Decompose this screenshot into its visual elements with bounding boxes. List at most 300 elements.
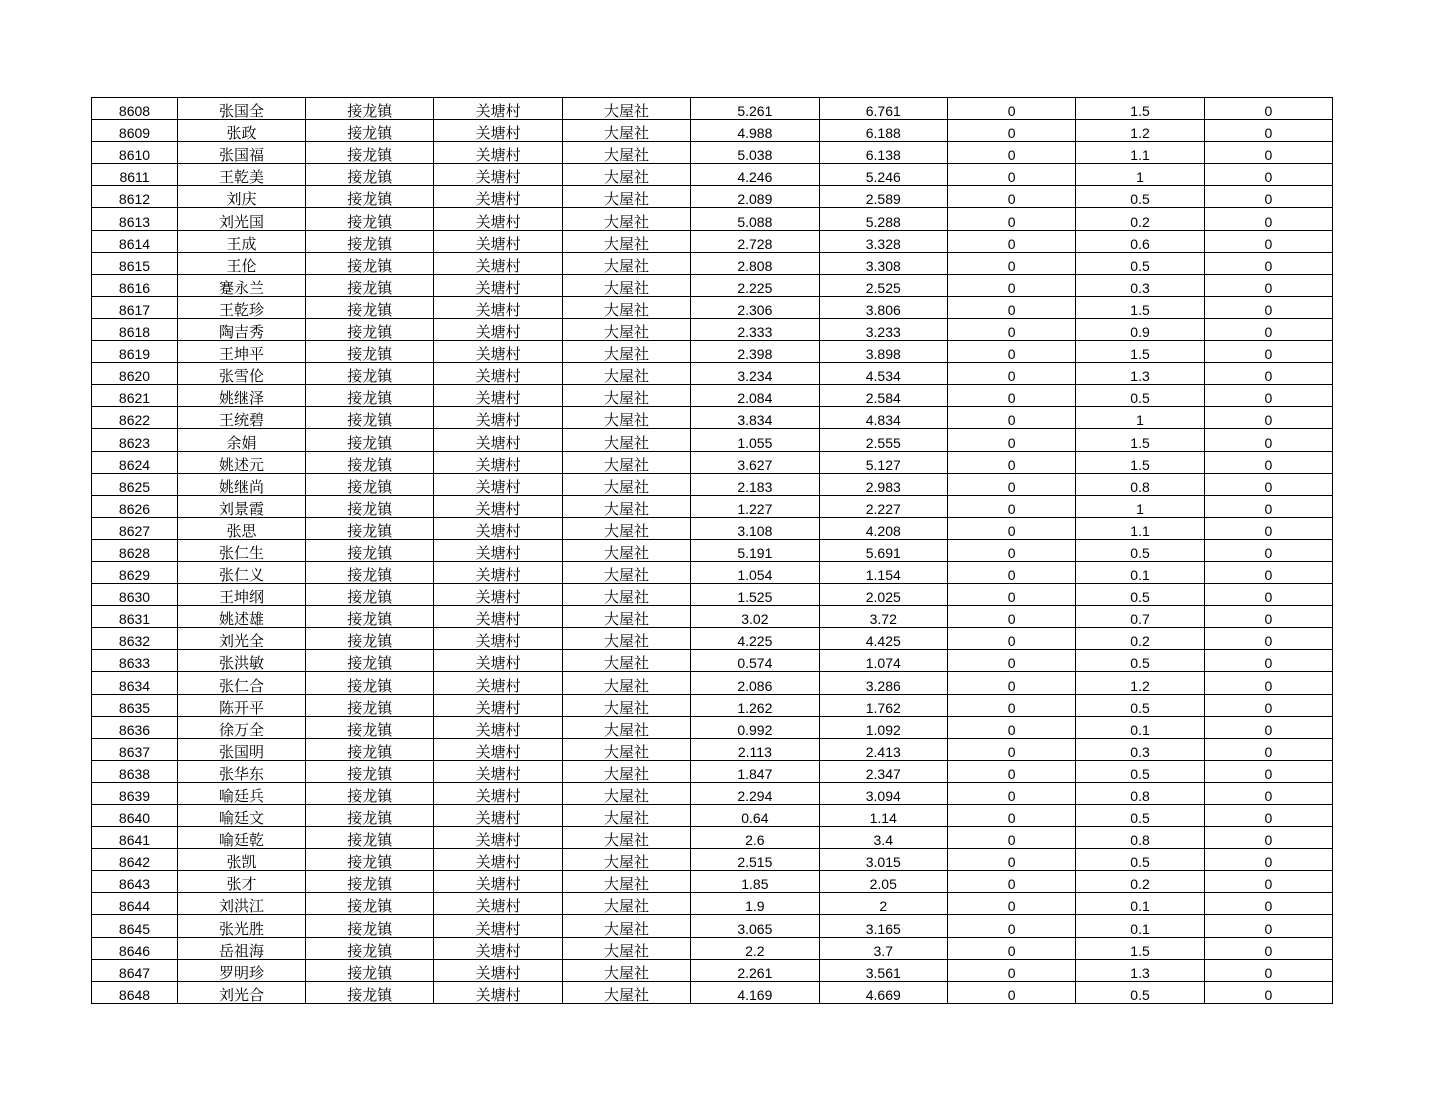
table-row xyxy=(92,473,1333,495)
cell-value-5: 0 xyxy=(1204,186,1332,208)
cell-value-5: 0 xyxy=(1204,760,1332,782)
cell-name: 陈开平 xyxy=(178,694,306,716)
cell-town: 接龙镇 xyxy=(306,341,434,363)
cell-name: 刘景霞 xyxy=(178,495,306,517)
cell-town: 接龙镇 xyxy=(306,539,434,561)
cell-value-3: 0 xyxy=(947,827,1075,849)
cell-value-1: 5.038 xyxy=(691,142,819,164)
cell-town: 接龙镇 xyxy=(306,164,434,186)
cell-value-2: 3.561 xyxy=(819,959,947,981)
cell-group: 大屋社 xyxy=(562,517,690,539)
cell-value-2: 3.165 xyxy=(819,915,947,937)
table-row xyxy=(92,385,1333,407)
cell-town: 接龙镇 xyxy=(306,186,434,208)
cell-town: 接龙镇 xyxy=(306,716,434,738)
cell-town: 接龙镇 xyxy=(306,495,434,517)
cell-id: 8632 xyxy=(92,628,178,650)
cell-value-5: 0 xyxy=(1204,694,1332,716)
cell-value-2: 3.286 xyxy=(819,672,947,694)
cell-value-3: 0 xyxy=(947,915,1075,937)
table-row xyxy=(92,760,1333,782)
cell-value-1: 1.85 xyxy=(691,871,819,893)
cell-value-2: 2.589 xyxy=(819,186,947,208)
cell-village: 关塘村 xyxy=(434,561,562,583)
cell-name: 刘庆 xyxy=(178,186,306,208)
cell-value-1: 2.333 xyxy=(691,318,819,340)
cell-value-5: 0 xyxy=(1204,805,1332,827)
cell-value-4: 1.1 xyxy=(1076,517,1204,539)
cell-village: 关塘村 xyxy=(434,385,562,407)
cell-group: 大屋社 xyxy=(562,495,690,517)
cell-group: 大屋社 xyxy=(562,186,690,208)
cell-town: 接龙镇 xyxy=(306,805,434,827)
cell-value-4: 0.5 xyxy=(1076,981,1204,1003)
table-row xyxy=(92,694,1333,716)
cell-value-4: 0.8 xyxy=(1076,782,1204,804)
cell-name: 王统碧 xyxy=(178,407,306,429)
cell-value-1: 2.113 xyxy=(691,738,819,760)
cell-value-4: 0.5 xyxy=(1076,849,1204,871)
cell-town: 接龙镇 xyxy=(306,584,434,606)
cell-value-2: 2.584 xyxy=(819,385,947,407)
cell-town: 接龙镇 xyxy=(306,208,434,230)
cell-value-3: 0 xyxy=(947,716,1075,738)
cell-value-2: 5.127 xyxy=(819,451,947,473)
cell-value-3: 0 xyxy=(947,628,1075,650)
cell-village: 关塘村 xyxy=(434,871,562,893)
cell-value-3: 0 xyxy=(947,296,1075,318)
cell-village: 关塘村 xyxy=(434,164,562,186)
cell-name: 姚述元 xyxy=(178,451,306,473)
cell-id: 8613 xyxy=(92,208,178,230)
cell-value-5: 0 xyxy=(1204,584,1332,606)
cell-town: 接龙镇 xyxy=(306,517,434,539)
cell-value-3: 0 xyxy=(947,473,1075,495)
cell-value-2: 1.074 xyxy=(819,650,947,672)
table-row xyxy=(92,672,1333,694)
cell-value-4: 0.5 xyxy=(1076,650,1204,672)
cell-town: 接龙镇 xyxy=(306,473,434,495)
cell-village: 关塘村 xyxy=(434,252,562,274)
cell-id: 8614 xyxy=(92,230,178,252)
cell-value-3: 0 xyxy=(947,959,1075,981)
cell-value-1: 2.086 xyxy=(691,672,819,694)
table-row xyxy=(92,849,1333,871)
cell-id: 8631 xyxy=(92,606,178,628)
cell-group: 大屋社 xyxy=(562,849,690,871)
cell-value-2: 6.188 xyxy=(819,120,947,142)
cell-name: 张仁合 xyxy=(178,672,306,694)
table-row xyxy=(92,782,1333,804)
cell-town: 接龙镇 xyxy=(306,407,434,429)
cell-value-1: 3.834 xyxy=(691,407,819,429)
cell-value-1: 5.261 xyxy=(691,98,819,120)
table-row xyxy=(92,738,1333,760)
cell-value-1: 2.808 xyxy=(691,252,819,274)
table-row xyxy=(92,893,1333,915)
cell-town: 接龙镇 xyxy=(306,561,434,583)
table-row xyxy=(92,208,1333,230)
cell-value-1: 2.089 xyxy=(691,186,819,208)
cell-village: 关塘村 xyxy=(434,318,562,340)
table-row xyxy=(92,296,1333,318)
cell-value-5: 0 xyxy=(1204,915,1332,937)
cell-village: 关塘村 xyxy=(434,760,562,782)
cell-name: 张思 xyxy=(178,517,306,539)
cell-value-3: 0 xyxy=(947,230,1075,252)
cell-value-2: 4.834 xyxy=(819,407,947,429)
cell-id: 8646 xyxy=(92,937,178,959)
cell-id: 8647 xyxy=(92,959,178,981)
table-row xyxy=(92,142,1333,164)
cell-name: 刘光全 xyxy=(178,628,306,650)
cell-value-1: 2.225 xyxy=(691,274,819,296)
cell-id: 8634 xyxy=(92,672,178,694)
cell-town: 接龙镇 xyxy=(306,252,434,274)
cell-value-5: 0 xyxy=(1204,318,1332,340)
cell-town: 接龙镇 xyxy=(306,694,434,716)
cell-town: 接龙镇 xyxy=(306,120,434,142)
cell-name: 刘光国 xyxy=(178,208,306,230)
cell-value-4: 0.5 xyxy=(1076,539,1204,561)
cell-id: 8616 xyxy=(92,274,178,296)
cell-value-3: 0 xyxy=(947,849,1075,871)
cell-village: 关塘村 xyxy=(434,827,562,849)
cell-group: 大屋社 xyxy=(562,827,690,849)
cell-value-5: 0 xyxy=(1204,296,1332,318)
cell-value-1: 2.294 xyxy=(691,782,819,804)
cell-group: 大屋社 xyxy=(562,341,690,363)
cell-value-5: 0 xyxy=(1204,959,1332,981)
cell-town: 接龙镇 xyxy=(306,738,434,760)
cell-value-4: 1.5 xyxy=(1076,451,1204,473)
cell-town: 接龙镇 xyxy=(306,981,434,1003)
cell-town: 接龙镇 xyxy=(306,230,434,252)
cell-value-1: 0.64 xyxy=(691,805,819,827)
cell-id: 8619 xyxy=(92,341,178,363)
cell-value-4: 1.5 xyxy=(1076,341,1204,363)
cell-value-4: 0.1 xyxy=(1076,893,1204,915)
cell-group: 大屋社 xyxy=(562,561,690,583)
cell-village: 关塘村 xyxy=(434,208,562,230)
cell-value-1: 3.02 xyxy=(691,606,819,628)
cell-value-3: 0 xyxy=(947,805,1075,827)
cell-value-4: 0.3 xyxy=(1076,738,1204,760)
cell-name: 姚继泽 xyxy=(178,385,306,407)
cell-value-1: 2.398 xyxy=(691,341,819,363)
cell-value-1: 5.191 xyxy=(691,539,819,561)
cell-value-1: 4.169 xyxy=(691,981,819,1003)
cell-village: 关塘村 xyxy=(434,120,562,142)
cell-value-4: 0.9 xyxy=(1076,318,1204,340)
cell-id: 8610 xyxy=(92,142,178,164)
cell-group: 大屋社 xyxy=(562,782,690,804)
cell-value-4: 1.3 xyxy=(1076,959,1204,981)
cell-id: 8636 xyxy=(92,716,178,738)
cell-value-5: 0 xyxy=(1204,208,1332,230)
cell-value-5: 0 xyxy=(1204,385,1332,407)
cell-value-2: 2 xyxy=(819,893,947,915)
cell-value-5: 0 xyxy=(1204,230,1332,252)
cell-value-5: 0 xyxy=(1204,363,1332,385)
cell-group: 大屋社 xyxy=(562,628,690,650)
cell-value-2: 1.762 xyxy=(819,694,947,716)
cell-value-2: 3.72 xyxy=(819,606,947,628)
cell-id: 8648 xyxy=(92,981,178,1003)
cell-value-2: 3.328 xyxy=(819,230,947,252)
cell-value-2: 2.525 xyxy=(819,274,947,296)
table-row xyxy=(92,561,1333,583)
table-row xyxy=(92,517,1333,539)
cell-value-5: 0 xyxy=(1204,98,1332,120)
cell-town: 接龙镇 xyxy=(306,959,434,981)
cell-id: 8609 xyxy=(92,120,178,142)
cell-value-2: 3.7 xyxy=(819,937,947,959)
cell-id: 8628 xyxy=(92,539,178,561)
cell-group: 大屋社 xyxy=(562,208,690,230)
cell-name: 张仁义 xyxy=(178,561,306,583)
table-row xyxy=(92,451,1333,473)
cell-group: 大屋社 xyxy=(562,120,690,142)
cell-value-3: 0 xyxy=(947,186,1075,208)
cell-id: 8638 xyxy=(92,760,178,782)
table-row xyxy=(92,407,1333,429)
cell-id: 8643 xyxy=(92,871,178,893)
cell-value-2: 2.347 xyxy=(819,760,947,782)
cell-value-2: 1.092 xyxy=(819,716,947,738)
cell-value-4: 1.5 xyxy=(1076,937,1204,959)
cell-id: 8617 xyxy=(92,296,178,318)
cell-value-5: 0 xyxy=(1204,782,1332,804)
cell-value-3: 0 xyxy=(947,252,1075,274)
cell-value-2: 3.015 xyxy=(819,849,947,871)
cell-value-4: 0.8 xyxy=(1076,827,1204,849)
cell-value-4: 1.2 xyxy=(1076,120,1204,142)
cell-village: 关塘村 xyxy=(434,407,562,429)
cell-value-5: 0 xyxy=(1204,539,1332,561)
cell-value-4: 0.2 xyxy=(1076,208,1204,230)
table-row xyxy=(92,628,1333,650)
cell-village: 关塘村 xyxy=(434,937,562,959)
cell-name: 徐万全 xyxy=(178,716,306,738)
cell-group: 大屋社 xyxy=(562,98,690,120)
cell-value-4: 0.1 xyxy=(1076,716,1204,738)
table-row xyxy=(92,827,1333,849)
cell-value-2: 5.691 xyxy=(819,539,947,561)
table-row xyxy=(92,606,1333,628)
cell-town: 接龙镇 xyxy=(306,98,434,120)
cell-value-2: 4.669 xyxy=(819,981,947,1003)
cell-town: 接龙镇 xyxy=(306,429,434,451)
cell-group: 大屋社 xyxy=(562,363,690,385)
cell-value-3: 0 xyxy=(947,694,1075,716)
cell-value-4: 0.5 xyxy=(1076,760,1204,782)
cell-value-1: 1.054 xyxy=(691,561,819,583)
cell-value-3: 0 xyxy=(947,120,1075,142)
cell-value-3: 0 xyxy=(947,208,1075,230)
cell-group: 大屋社 xyxy=(562,142,690,164)
cell-value-1: 2.6 xyxy=(691,827,819,849)
cell-name: 刘洪江 xyxy=(178,893,306,915)
cell-town: 接龙镇 xyxy=(306,650,434,672)
cell-id: 8633 xyxy=(92,650,178,672)
cell-value-2: 3.233 xyxy=(819,318,947,340)
cell-value-5: 0 xyxy=(1204,142,1332,164)
cell-value-1: 0.992 xyxy=(691,716,819,738)
cell-value-5: 0 xyxy=(1204,606,1332,628)
cell-value-2: 2.227 xyxy=(819,495,947,517)
table-row xyxy=(92,120,1333,142)
cell-village: 关塘村 xyxy=(434,915,562,937)
cell-village: 关塘村 xyxy=(434,672,562,694)
cell-name: 张凯 xyxy=(178,849,306,871)
cell-value-1: 0.574 xyxy=(691,650,819,672)
cell-value-4: 1.5 xyxy=(1076,429,1204,451)
table-row xyxy=(92,164,1333,186)
cell-value-3: 0 xyxy=(947,672,1075,694)
cell-name: 王成 xyxy=(178,230,306,252)
cell-name: 喻廷乾 xyxy=(178,827,306,849)
table-row xyxy=(92,252,1333,274)
cell-group: 大屋社 xyxy=(562,937,690,959)
cell-value-2: 2.05 xyxy=(819,871,947,893)
cell-group: 大屋社 xyxy=(562,584,690,606)
table-row xyxy=(92,650,1333,672)
table-row xyxy=(92,230,1333,252)
cell-name: 罗明珍 xyxy=(178,959,306,981)
cell-value-3: 0 xyxy=(947,650,1075,672)
cell-value-5: 0 xyxy=(1204,561,1332,583)
cell-value-5: 0 xyxy=(1204,120,1332,142)
cell-name: 张国明 xyxy=(178,738,306,760)
cell-id: 8624 xyxy=(92,451,178,473)
cell-value-3: 0 xyxy=(947,274,1075,296)
cell-value-4: 0.1 xyxy=(1076,915,1204,937)
cell-id: 8627 xyxy=(92,517,178,539)
cell-id: 8629 xyxy=(92,561,178,583)
cell-value-2: 2.555 xyxy=(819,429,947,451)
cell-value-3: 0 xyxy=(947,561,1075,583)
cell-town: 接龙镇 xyxy=(306,849,434,871)
cell-group: 大屋社 xyxy=(562,959,690,981)
cell-id: 8644 xyxy=(92,893,178,915)
cell-village: 关塘村 xyxy=(434,98,562,120)
cell-value-5: 0 xyxy=(1204,407,1332,429)
cell-value-2: 3.308 xyxy=(819,252,947,274)
cell-village: 关塘村 xyxy=(434,606,562,628)
cell-value-3: 0 xyxy=(947,318,1075,340)
table-row xyxy=(92,495,1333,517)
cell-group: 大屋社 xyxy=(562,694,690,716)
cell-value-3: 0 xyxy=(947,429,1075,451)
cell-value-3: 0 xyxy=(947,451,1075,473)
cell-value-3: 0 xyxy=(947,495,1075,517)
cell-id: 8641 xyxy=(92,827,178,849)
cell-value-4: 0.2 xyxy=(1076,871,1204,893)
cell-name: 张才 xyxy=(178,871,306,893)
cell-group: 大屋社 xyxy=(562,672,690,694)
cell-id: 8612 xyxy=(92,186,178,208)
cell-town: 接龙镇 xyxy=(306,782,434,804)
cell-group: 大屋社 xyxy=(562,606,690,628)
cell-value-5: 0 xyxy=(1204,164,1332,186)
cell-name: 张政 xyxy=(178,120,306,142)
cell-value-1: 2.728 xyxy=(691,230,819,252)
cell-id: 8623 xyxy=(92,429,178,451)
cell-group: 大屋社 xyxy=(562,451,690,473)
table-row xyxy=(92,318,1333,340)
cell-value-1: 2.515 xyxy=(691,849,819,871)
cell-village: 关塘村 xyxy=(434,981,562,1003)
cell-group: 大屋社 xyxy=(562,981,690,1003)
cell-value-3: 0 xyxy=(947,517,1075,539)
cell-value-3: 0 xyxy=(947,341,1075,363)
cell-town: 接龙镇 xyxy=(306,296,434,318)
cell-value-4: 0.3 xyxy=(1076,274,1204,296)
cell-group: 大屋社 xyxy=(562,738,690,760)
cell-name: 张洪敏 xyxy=(178,650,306,672)
cell-value-5: 0 xyxy=(1204,738,1332,760)
cell-group: 大屋社 xyxy=(562,274,690,296)
cell-group: 大屋社 xyxy=(562,473,690,495)
cell-value-4: 0.5 xyxy=(1076,584,1204,606)
table-row xyxy=(92,805,1333,827)
cell-value-4: 0.1 xyxy=(1076,561,1204,583)
table-row xyxy=(92,274,1333,296)
cell-village: 关塘村 xyxy=(434,650,562,672)
cell-value-1: 3.065 xyxy=(691,915,819,937)
cell-value-1: 4.246 xyxy=(691,164,819,186)
table-row xyxy=(92,937,1333,959)
table-row xyxy=(92,341,1333,363)
cell-value-3: 0 xyxy=(947,164,1075,186)
cell-value-5: 0 xyxy=(1204,628,1332,650)
cell-value-3: 0 xyxy=(947,584,1075,606)
cell-name: 张华东 xyxy=(178,760,306,782)
cell-village: 关塘村 xyxy=(434,782,562,804)
cell-id: 8645 xyxy=(92,915,178,937)
cell-value-2: 3.094 xyxy=(819,782,947,804)
cell-village: 关塘村 xyxy=(434,451,562,473)
cell-id: 8608 xyxy=(92,98,178,120)
cell-name: 余娟 xyxy=(178,429,306,451)
cell-village: 关塘村 xyxy=(434,584,562,606)
cell-name: 刘光合 xyxy=(178,981,306,1003)
cell-value-2: 2.413 xyxy=(819,738,947,760)
cell-value-1: 1.055 xyxy=(691,429,819,451)
cell-value-5: 0 xyxy=(1204,274,1332,296)
cell-id: 8618 xyxy=(92,318,178,340)
cell-value-4: 0.5 xyxy=(1076,805,1204,827)
cell-value-3: 0 xyxy=(947,937,1075,959)
cell-value-2: 5.246 xyxy=(819,164,947,186)
cell-value-2: 1.14 xyxy=(819,805,947,827)
cell-group: 大屋社 xyxy=(562,893,690,915)
cell-group: 大屋社 xyxy=(562,539,690,561)
table-row xyxy=(92,98,1333,120)
cell-village: 关塘村 xyxy=(434,959,562,981)
cell-value-5: 0 xyxy=(1204,517,1332,539)
cell-value-3: 0 xyxy=(947,142,1075,164)
cell-village: 关塘村 xyxy=(434,495,562,517)
cell-value-2: 3.898 xyxy=(819,341,947,363)
cell-town: 接龙镇 xyxy=(306,274,434,296)
cell-group: 大屋社 xyxy=(562,429,690,451)
cell-name: 姚继尚 xyxy=(178,473,306,495)
cell-group: 大屋社 xyxy=(562,385,690,407)
cell-value-1: 4.225 xyxy=(691,628,819,650)
table-row xyxy=(92,981,1333,1003)
